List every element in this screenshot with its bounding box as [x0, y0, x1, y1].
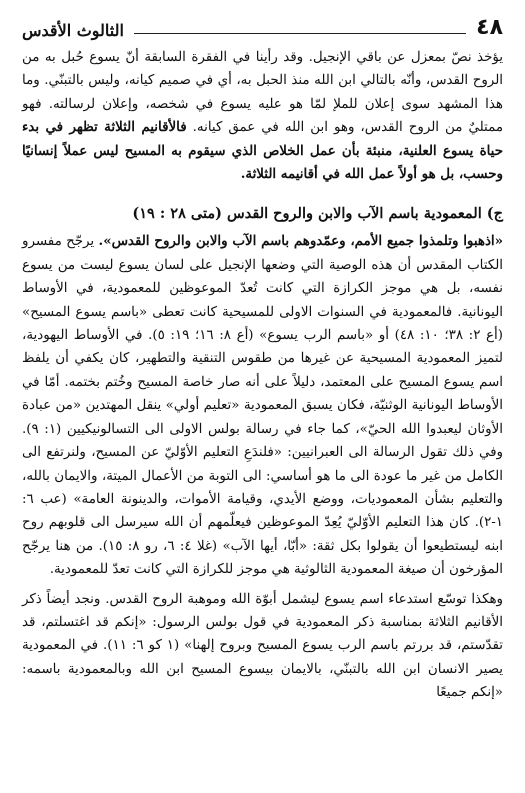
running-title: الثالوث الأقدس: [22, 21, 124, 40]
paragraph-2-text: يرجّح مفسرو الكتاب المقدس أن هذه الوصية التي وضعها الإنجيل على لسان يسوع ليست من يسوع نفسه، بل هي موجز الكرازة التي كانت تُعدّ الموعوظين للمعمودية، في الأوساط اليونانية. فالمعمودية في السنوات الاولى للمسيحية كانت تعطى «باسم يسوع المسيح» (أع ٢: ٣٨؛ ١٠: ٤٨) أو «باسم الرب يسوع» (أع ٨: ١٦؛ ١٩: ٥). في الأوساط اليهودية، لتميز المعمودية المسيحية عن غيرها من طقوس التنقية والتطهير، كان يكفي أن يلفظ اسم يسوع المسيح على المعتمد، دليلاً على أنه صار خاصة المسيح وخُتم بختمه. أمّا في الأوساط اليونانية الوثنيّة، فكان يسبق المعمودية «تعليم أولي» ينقل المهتدين «من عبادة الأوثان ليعبدوا الله الحيّ»، كما جاء في رسالة بولس الاولى الى التسالونيكيين (١: ٩). وفي ذلك تقول الرسالة الى العبرانيين: «فلندَعِ التعليم الأوّليّ عن المسيح، ولنرتفع الى الكامل من غير ما عودة الى ما هو أساسي: الى التوبة من الأعمال الميتة، والايمان بالله، والتعليم بشأن المعموديات، ووضع الأيدي، وقيامة الأموات، والدينونة العامة» (عب ٦: ١-٢). كان هذا التعليم الأوّليّ يُعِدّ الموعوظين فيعلّمهم أن الله سيرسل الى قلوبهم روح ابنه ليستطيعوا أن يقولوا بكل ثقة: «أبّا، أيها الآب» (غلا ٤: ٦، رو ٨: ١٥). من هنا يرجّح المؤرخون أن صيغة المعمودية الثالوثية هي موجز للكرازة التي كانت تعدّ للمعمودية.: [22, 234, 503, 578]
header-rule: [134, 33, 466, 34]
paragraph-3: [22, 588, 503, 705]
paragraph-2: [22, 230, 503, 581]
section-heading: ج) المعمودية باسم الآب والابن والروح القدس (متى ٢٨ : ١٩): [132, 205, 503, 223]
paragraph-1: [22, 46, 503, 186]
page-number: ٤٨: [476, 15, 503, 40]
paragraph-1-text: يؤخذ نصّ بمعزل عن باقي الإنجيل. وقد رأينا في الفقرة السابقة أنّ يسوع حُبل به من الروح القدس، وأنّه بالتالي ابن الله منذ الحبل به، أي في صميم كيانه، وليس بالتبنّي. وما هذا المشهد سوى إعلان للملإ لمّا هو عليه يسوع في شخصه، وإعلان لرسالته. فهو ممتليٌ من الروح القدس، وهو ابن الله في عمق كيانه.: [22, 50, 503, 136]
paragraph-1-bold: فالأقانيم الثلاثة تظهر في بدء حياة يسوع العلنية، منبئة بأن عمل الخلاص الذي سيقوم به المسيح ليس عملاً إنسانيًا وحسب، بل هو أولاً عمل الله في أقانيمه الثلاثة.: [22, 119, 503, 183]
paragraph-2-quote: «اذهبوا وتلمذوا جميع الأمم، وعمّدوهم باسم الآب والابن والروح القدس».: [98, 233, 503, 250]
page-header: [22, 14, 503, 40]
paragraph-3-text: وهكذا توسّع استدعاء اسم يسوع ليشمل أبوّة الله وموهبة الروح القدس. ونجد أيضاً ذكر الأقانيم الثلاثة بمناسبة ذكر المعمودية في قول بولس الرسول: «إنكم قد اغتسلتم، قد تقدّستم، قد بررتم باسم الرب يسوع المسيح وبروح إلهنا» (١ كو ٦: ١١). في المعمودية يصير الانسان ابن الله بالتبنّي، بالايمان بيسوع المسيح ابن الله وبالمعمودية باسمه: «إنكم جميعًا: [22, 591, 503, 701]
